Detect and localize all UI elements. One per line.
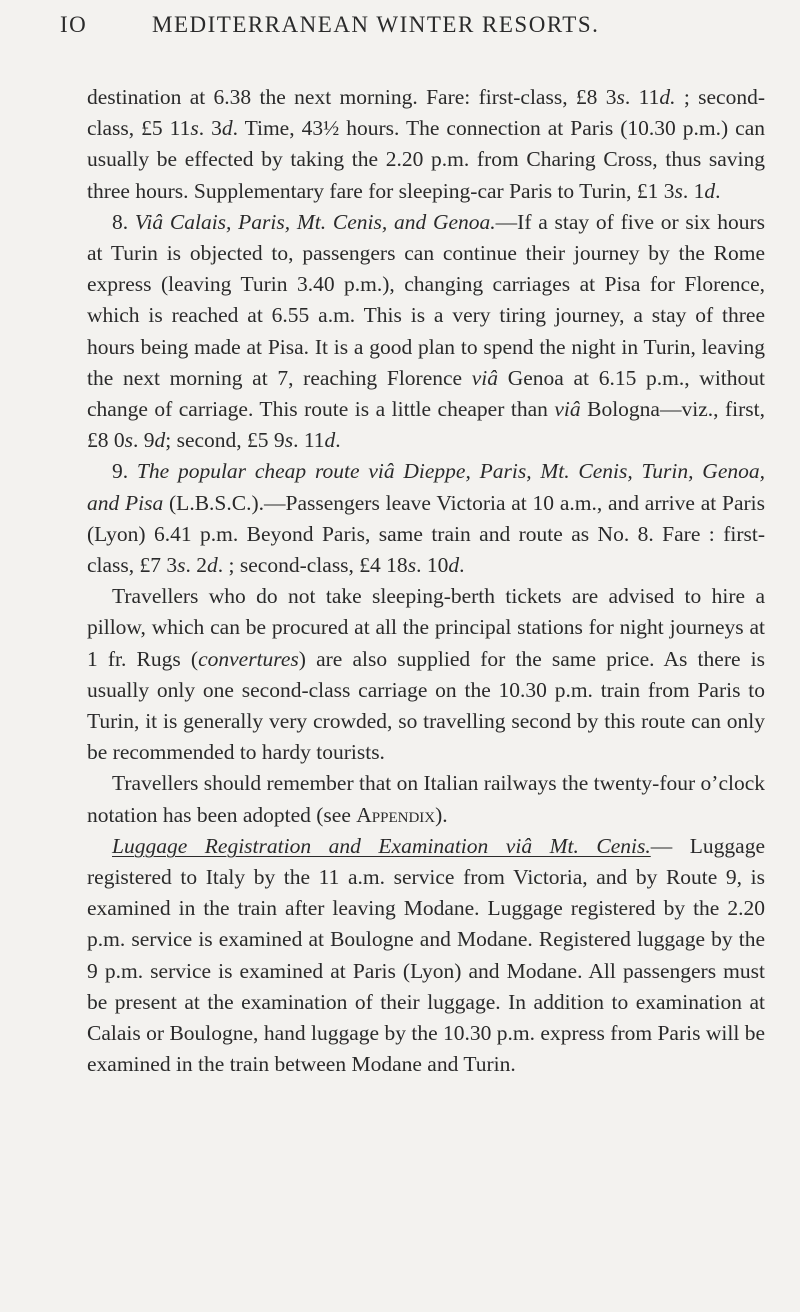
text-run: s	[124, 428, 133, 453]
text-run: . ; second-class, £4 18	[217, 553, 408, 578]
text-run: destination at 6.38 the next morning. Fare: first-class, £8 3	[87, 85, 617, 109]
text-run: d	[324, 428, 336, 453]
text-run: .	[715, 178, 721, 203]
text-run: Bologna—viz., first, £8 0	[87, 397, 765, 453]
body-text	[87, 82, 765, 1081]
text-run: 9.	[112, 459, 137, 484]
paragraph-luggage	[87, 831, 765, 1081]
text-run: . 2	[185, 553, 208, 578]
text-run: s	[674, 178, 683, 203]
text-run: (L.B.S.C.).—Passengers leave Victoria at 10 a.m., and arrive at Paris (Lyon) 6.41 p.m. Beyond Paris, same train and route as No. 8. Fare : first-class, £7 3	[87, 490, 765, 578]
text-run: 8.	[112, 209, 135, 234]
text-run: d	[154, 428, 166, 453]
text-run: Travellers should remember that on Italian railways the twenty-four o’clock notation has been adopted (see	[87, 771, 765, 827]
text-run: . 11	[293, 428, 325, 453]
text-run: .	[335, 428, 341, 453]
text-run: . 11	[624, 85, 660, 109]
text-run: ).	[435, 802, 448, 827]
text-run: d	[448, 553, 460, 578]
paragraph-route-8	[87, 207, 765, 457]
text-run: s	[177, 553, 186, 578]
text-run: . 10	[416, 553, 449, 578]
text-run: convertures	[198, 646, 299, 671]
running-head: MEDITERRANEAN WINTER RESORTS.	[152, 12, 600, 37]
text-run: . 1	[682, 178, 705, 203]
text-run: d	[207, 553, 218, 578]
text-run: —If a stay of five or six hours at Turin is objected to, passengers can continue their journey by the Rome express (leaving Turin 3.40 p.m.), changing carriages at Pisa for Florence, which is reached at 6.55 a.m. This is a very tiring journey, a stay of three hours being made at Pisa. It is a good plan to spend the night in Turin, leaving the next morning at 7, reaching Florence	[87, 209, 766, 390]
paragraph-pillows-rugs	[87, 581, 765, 768]
text-run: s	[616, 85, 625, 109]
text-run: ) are also supplied for the same price. As there is usually only one second-class carriage on the 10.30 p.m. train from Paris to Turin, it is generally very crowded, so travelling second by this route can only be recommended to hardy tourists.	[87, 646, 766, 765]
text-run: . 3	[198, 116, 222, 141]
text-run: Travellers who do not take sleeping-berth tickets are advised to hire a pillow, which can be procured at all the principal stations for night journeys at 1 fr. Rugs (	[87, 584, 765, 671]
text-run: viâ	[554, 397, 581, 422]
paragraph-fares-continued	[87, 82, 765, 207]
text-run: d	[704, 178, 716, 203]
text-run: s	[190, 116, 199, 141]
text-run: d.	[659, 85, 676, 109]
text-run: ; second-class, £5 11	[87, 85, 766, 141]
text-run: s	[284, 428, 294, 453]
text-run: viâ	[471, 365, 499, 390]
page-number: IO	[60, 12, 88, 37]
text-run: Appendix	[356, 802, 436, 827]
text-run: .	[459, 553, 465, 578]
text-run: s	[407, 553, 417, 578]
text-run: The popular cheap route viâ Dieppe, Paris, Mt. Cenis, Turin, Genoa, and Pisa	[87, 459, 766, 515]
text-run: Genoa at 6.15 p.m., without change of carriage. This route is a little cheaper than	[87, 365, 765, 422]
paragraph-clock-notation	[87, 768, 765, 830]
paragraph-route-9	[87, 456, 765, 581]
text-run: — Luggage registered to Italy by the 11 a.m. service from Victoria, and by Route 9, is examined in the train after leaving Modane. Luggage registered by the 2.20 p.m. service is examined at Boulogne and Modane. Registered luggage by the 9 p.m. service is examined at Paris (Lyon) and Modane. All passengers must be present at the examination of their luggage. In addition to examination at Calais or Boulogne, hand luggage by the 10.30 p.m. express from Paris will be examined in the train between Modane and Turin.	[87, 833, 765, 1077]
text-run: ; second, £5 9	[165, 428, 285, 453]
text-run: . Time, 43½ hours. The connection at Paris (10.30 p.m.) can usually be effected by taking the 2.20 p.m. from Charing Cross, thus saving three hours. Supplementary fare for sleeping-car Paris to Turin, £1 3	[87, 116, 765, 203]
text-run: . 9	[133, 428, 155, 453]
page-header	[60, 12, 780, 52]
text-run: d	[221, 116, 233, 141]
text-run: Viâ Calais, Paris, Mt. Cenis, and Genoa.	[134, 209, 496, 234]
text-run: Luggage Registration and Examination viâ Mt. Cenis.	[112, 833, 651, 858]
